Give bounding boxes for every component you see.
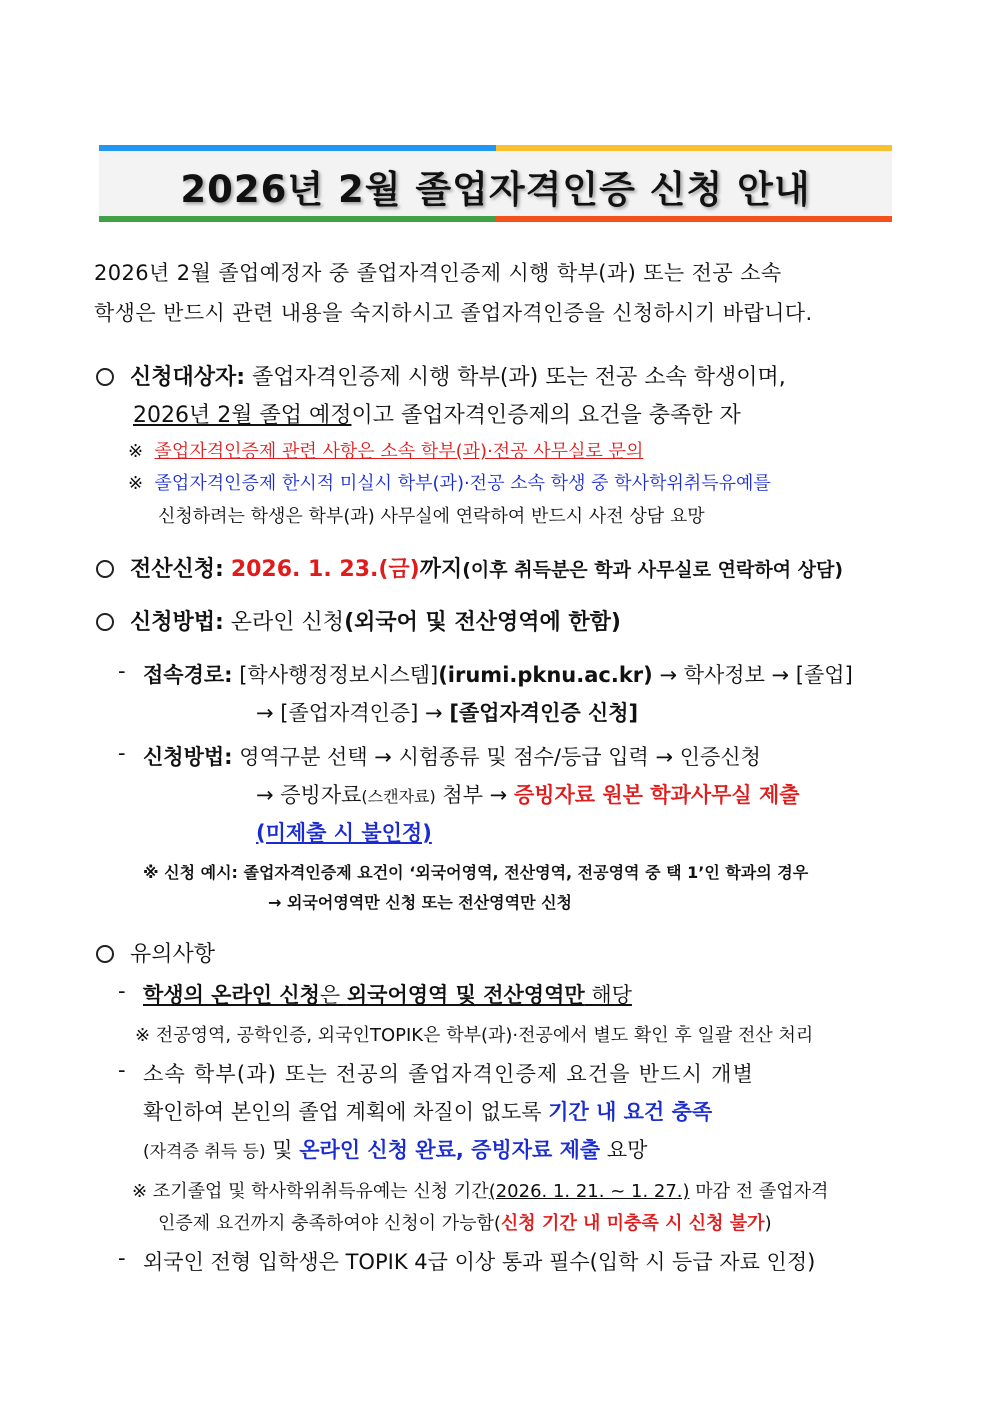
route-path-2: → [졸업자격인증] → [256, 701, 450, 725]
how-label: 신청방법: [143, 745, 233, 769]
caution-complete-submit: 온라인 신청 완료, 증빙자료 제출 [299, 1138, 601, 1162]
how-evidence: → 증빙자료 [256, 783, 362, 807]
target-line-2 [133, 398, 741, 429]
method-label: 신청방법: [130, 610, 224, 635]
method-scope: (외국어 및 전산영역에 한함) [344, 610, 621, 635]
route-final-step: [졸업자격인증 신청] [449, 701, 639, 725]
caution-dash-2: - [118, 1058, 126, 1082]
title-bar-blue [99, 145, 496, 151]
how-attach: 첨부 → [435, 783, 514, 807]
target-graduation-date: 2026년 2월 졸업 예정 [133, 403, 352, 428]
online-until: 까지 [419, 557, 463, 582]
caution-applies: 해당 [584, 983, 632, 1007]
page-title: 2026년 2월 졸업자격인증 신청 안내 [180, 168, 811, 211]
caution-item-1-note: ※ 전공영역, 공학인증, 외국인TOPIK은 학부(과)·전공에서 별도 확인 후 일괄 전산 처리 [135, 1025, 814, 1046]
caution-item-2-line-2 [143, 1096, 712, 1126]
route-path: → 학사정보 → [졸업] [652, 663, 853, 687]
caution-item-2-line-1: 소속 학부(과) 또는 전공의 졸업자격인증제 요건을 반드시 개별 [143, 1062, 755, 1086]
caution-dash-1: - [118, 979, 126, 1003]
target-note-1 [128, 437, 643, 463]
how-line-2 [256, 779, 800, 809]
caution-close-paren: ) [764, 1213, 772, 1234]
target-note-2-line-2: 신청하려는 학생은 학부(과) 사무실에 연락하여 반드시 사전 상담 요망 [158, 506, 705, 527]
caution-cert-note: (자격증 취득 등) [143, 1142, 266, 1162]
title-banner [99, 145, 892, 222]
target-note-2 [128, 469, 771, 495]
target-label: 신청대상자: [130, 365, 246, 390]
note-mark-icon: ※ [128, 473, 144, 494]
caution-not-allowed: 신청 기간 내 미충족 시 신청 불가 [500, 1213, 765, 1234]
circle-bullet-icon [96, 560, 114, 578]
route-url: (irumi.pknu.ac.kr) [438, 663, 653, 687]
route-line-1 [143, 659, 853, 689]
caution-conj: 은 [319, 983, 347, 1007]
online-after-note: (이후 취득분은 학과 사무실로 연락하여 상담) [462, 559, 844, 581]
caution-item-2-line-3 [143, 1134, 647, 1164]
caution-label: 유의사항 [130, 942, 216, 967]
how-line-3 [256, 817, 432, 847]
caution-areas: 외국어영역 및 전산영역만 [346, 983, 585, 1007]
caution-online-student: 학생의 온라인 신청 [143, 983, 320, 1007]
method-section [96, 605, 621, 636]
caution-item-3: 외국인 전형 입학생은 TOPIK 4급 이상 통과 필수(입학 시 등급 자료 인정) [143, 1250, 816, 1274]
circle-bullet-icon [96, 613, 114, 631]
intro-line-2: 학생은 반드시 관련 내용을 숙지하시고 졸업자격인증을 신청하시기 바랍니다. [94, 301, 813, 325]
caution-item-1 [143, 979, 632, 1009]
online-deadline: 2026. 1. 23.(금) [230, 557, 420, 582]
circle-bullet-icon [96, 945, 114, 963]
route-dash: - [118, 659, 126, 683]
note-mark-icon: ※ [128, 441, 144, 462]
caution-item-2-note-1 [132, 1177, 828, 1203]
target-note-2-line-1: 졸업자격인증제 한시적 미실시 학부(과)·전공 소속 학생 중 학사학위취득유예를 [154, 473, 771, 494]
route-system: [학사행정정보시스템] [239, 663, 439, 687]
caution-before-deadline: 마감 전 졸업자격 [689, 1181, 829, 1202]
caution-check: 확인하여 본인의 졸업 계획에 차질이 없도록 [143, 1100, 549, 1124]
caution-meet-requirement: 기간 내 요건 충족 [548, 1100, 713, 1124]
caution-section [96, 937, 215, 968]
how-dash: - [118, 741, 126, 765]
title-bar-yellow [496, 145, 892, 151]
method-text: 온라인 신청 [223, 610, 345, 635]
route-line-2 [256, 697, 638, 727]
caution-must-meet: 인증제 요건까지 충족하여야 신청이 가능함( [158, 1213, 501, 1234]
intro-line-1: 2026년 2월 졸업예정자 중 졸업자격인증제 시행 학부(과) 또는 전공 소속 [94, 261, 782, 285]
target-note-1-text: 졸업자격인증제 관련 사항은 소속 학부(과)·전공 사무실로 문의 [154, 441, 644, 462]
caution-request: 요망 [600, 1138, 648, 1162]
caution-period: (2026. 1. 21. ~ 1. 27.) [488, 1181, 690, 1202]
title-bar-green [99, 216, 496, 222]
caution-dash-3: - [118, 1246, 126, 1270]
caution-item-2-note-2 [158, 1209, 772, 1235]
title-bar-orange [496, 216, 892, 222]
how-line-1 [143, 741, 761, 771]
online-section [96, 552, 843, 583]
how-submit-original: 증빙자료 원본 학과사무실 제출 [513, 783, 800, 807]
example-line-2: → 외국어영역만 신청 또는 전산영역만 신청 [268, 893, 573, 912]
example-line-1: ※ 신청 예시: 졸업자격인증제 요건이 ‘외국어영역, 전산영역, 전공영역 중 택 1’인 학과의 경우 [143, 863, 809, 882]
caution-and: 및 [265, 1138, 300, 1162]
target-condition: 이고 졸업자격인증제의 요건을 충족한 자 [351, 403, 741, 428]
route-label: 접속경로: [143, 663, 233, 687]
how-steps: 영역구분 선택 → 시험종류 및 점수/등급 입력 → 인증신청 [239, 745, 761, 769]
target-section [96, 360, 786, 391]
how-not-accepted: (미제출 시 불인정) [256, 821, 432, 845]
target-text: 졸업자격인증제 시행 학부(과) 또는 전공 소속 학생이며, [245, 365, 786, 390]
how-scan-note: (스캔자료) [361, 787, 436, 806]
online-label: 전산신청: [130, 557, 224, 582]
circle-bullet-icon [96, 368, 114, 386]
caution-early-grad: ※ 조기졸업 및 학사학위취득유예는 신청 기간 [132, 1181, 489, 1202]
